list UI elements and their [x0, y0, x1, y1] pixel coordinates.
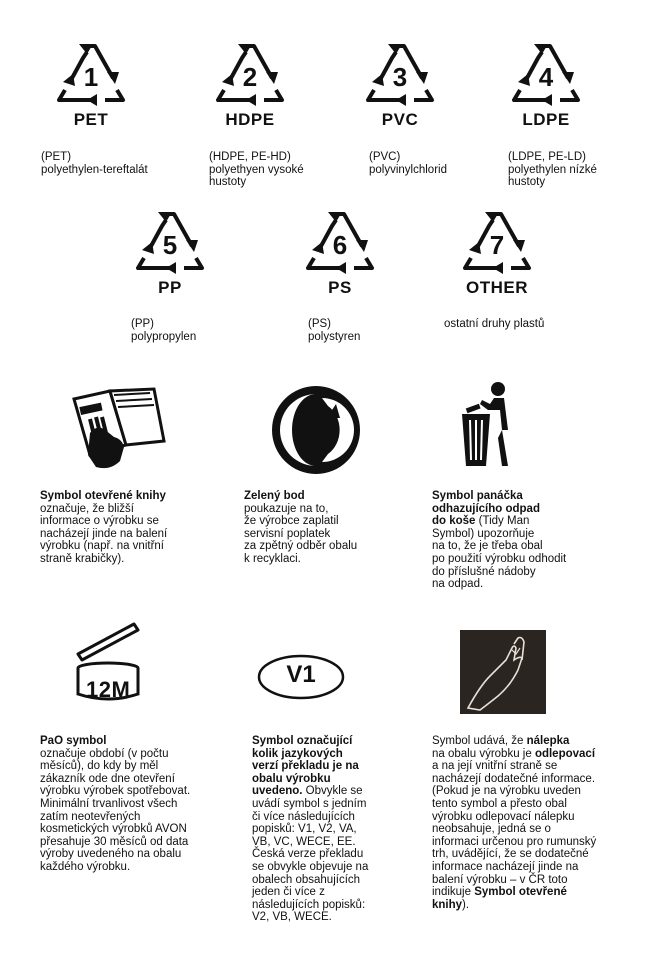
- recycle-code: PVC: [381, 110, 419, 129]
- v1-title: kolik jazykových: [252, 747, 343, 760]
- desc-line: či více následujících: [252, 810, 355, 823]
- tidy-man-icon: [458, 380, 522, 470]
- recycle-code: OTHER: [466, 278, 528, 297]
- desc-text: Obvykle se: [302, 785, 363, 798]
- open-book-title: Symbol otevřené knihy: [40, 490, 166, 502]
- tidy-man-title: odhazujícího odpad: [432, 502, 540, 515]
- recycling-symbol-4: [508, 40, 584, 132]
- desc-text: ).: [462, 898, 470, 911]
- recycle-caption-5: [131, 318, 196, 343]
- desc-text: na obalu výrobku je: [432, 747, 535, 760]
- desc-line: (Pokud je na výrobku uveden: [432, 785, 581, 798]
- recycling-symbol-5: [132, 208, 208, 300]
- v1-title: verzí překladu je na: [252, 760, 359, 773]
- caption-line: hustoty: [209, 176, 247, 188]
- desc-line: informace nacházejí jinde na: [432, 860, 579, 873]
- desc-line: každého výrobku.: [40, 860, 131, 873]
- pao-title: PaO symbol: [40, 735, 107, 747]
- caption-line: (PET): [41, 151, 72, 163]
- recycle-number: 3: [392, 62, 408, 92]
- sticker-keyword: knihy: [432, 898, 463, 911]
- desc-line: Česká verze překladu: [252, 848, 364, 861]
- recycling-symbol-7: [459, 208, 535, 300]
- desc-line: poukazuje na to,: [244, 502, 329, 515]
- recycle-number: 7: [489, 230, 505, 260]
- desc-line: výrobku (např. na vnitřní: [40, 540, 165, 553]
- desc-line: po použití výrobku odhodit: [432, 552, 567, 565]
- desc-line: za zpětný odběr obalu: [244, 540, 358, 553]
- v1-title: uvedeno.: [252, 785, 303, 798]
- recycling-symbol-6: [302, 208, 378, 300]
- green-dot-title: Zelený bod: [244, 490, 305, 502]
- desc-line: označuje období (v počtu: [40, 747, 169, 760]
- desc-line: že výrobce zaplatil: [244, 515, 339, 528]
- desc-line: tento symbol a přesto obal: [432, 797, 567, 810]
- desc-line: servisní poplatek: [244, 527, 331, 540]
- peel-off-sticker-description: [432, 735, 596, 911]
- caption-line: polyethylen nízké: [508, 163, 597, 176]
- recycling-symbol-1: [53, 40, 129, 132]
- sticker-keyword: Symbol otevřené: [474, 886, 567, 899]
- caption-line: (PP): [131, 318, 154, 330]
- recycle-number: 1: [83, 62, 99, 92]
- desc-line: zatím neotevřených: [40, 810, 141, 823]
- caption-line: (LDPE, PE-LD): [508, 151, 586, 163]
- sticker-keyword: odlepovací: [534, 747, 596, 760]
- tidy-man-description: [432, 490, 566, 591]
- recycling-symbol-2: [212, 40, 288, 132]
- pao-months-label: 12M: [86, 677, 131, 702]
- desc-line: a na její vnitřní straně se: [432, 760, 558, 773]
- desc-line: výroby uvedeného na obalu: [40, 848, 182, 861]
- v1-title: obalu výrobku: [252, 772, 331, 785]
- desc-line: do příslušné nádoby: [432, 565, 536, 578]
- desc-line: balení výrobku – v ČR toto: [432, 873, 568, 886]
- desc-line: označuje, že bližší: [40, 502, 134, 515]
- desc-line: neobsahuje, jedná se o: [432, 823, 551, 836]
- tidy-man-title: do koše: [432, 515, 476, 528]
- desc-line: měsíců), do kdy by měl: [40, 760, 159, 773]
- green-dot-icon: [270, 384, 362, 476]
- desc-line: nacházejí dodatečné informace.: [432, 772, 596, 785]
- caption-line: polystyren: [308, 330, 361, 343]
- desc-line: na odpad.: [432, 578, 484, 591]
- desc-line: na to, že je třeba obal: [432, 540, 543, 553]
- desc-text: indikuje: [432, 886, 475, 899]
- caption-line: polyethylen-tereftalát: [41, 163, 148, 176]
- desc-line: jeden či více z: [252, 886, 325, 899]
- desc-line: Minimální trvanlivost všech: [40, 797, 178, 810]
- recycle-number: 5: [162, 230, 178, 260]
- desc-line: k recyklaci.: [244, 552, 301, 565]
- sticker-keyword: nálepka: [526, 735, 570, 747]
- desc-line: VB, VC, WECE, EE.: [252, 835, 356, 848]
- recycle-number: 4: [538, 62, 554, 92]
- caption-line: (HDPE, PE-HD): [209, 151, 291, 163]
- desc-line: popisků: V1, V2, VA,: [252, 823, 357, 836]
- recycle-caption-1: [41, 151, 148, 176]
- recycling-symbol-3: [362, 40, 438, 132]
- caption-line: ostatní druhy plastů: [444, 318, 545, 330]
- desc-line: informaci určenou pro rumunský: [432, 835, 597, 848]
- v1-title: Symbol označující: [252, 735, 353, 747]
- language-version-label: V1: [286, 661, 316, 688]
- desc-line: Symbol) upozorňuje: [432, 527, 535, 540]
- caption-line: polypropylen: [131, 330, 197, 343]
- desc-line: straně krabičky).: [40, 552, 125, 565]
- recycle-caption-4: [508, 151, 597, 189]
- caption-line: polyvinylchlorid: [369, 163, 447, 176]
- recycle-code: PS: [328, 278, 352, 297]
- desc-line: výrobku výrobek spotřebovat.: [40, 785, 191, 798]
- caption-line: (PVC): [369, 151, 401, 163]
- desc-text: (Tidy Man: [475, 515, 530, 528]
- green-dot-description: [244, 490, 357, 566]
- peel-off-sticker-icon: [460, 630, 546, 714]
- tidy-man-title: Symbol panáčka: [432, 490, 523, 502]
- recycle-caption-3: [369, 151, 447, 176]
- caption-line: polyethyen vysoké: [209, 163, 304, 176]
- recycle-code: PP: [158, 278, 182, 297]
- desc-line: výrobku odlepovací nálepku: [432, 810, 575, 823]
- open-book-description: [40, 490, 167, 566]
- desc-line: V2, VB, WECE.: [252, 911, 332, 924]
- caption-line: (PS): [308, 318, 331, 330]
- recycle-caption-7: [444, 318, 544, 331]
- desc-line: se obvykle objevuje na: [252, 860, 369, 873]
- recycle-code: LDPE: [522, 110, 570, 129]
- desc-line: zákazník ode dne otevření: [40, 772, 175, 785]
- desc-line: uvádí symbol s jedním: [252, 797, 367, 810]
- pao-description: [40, 735, 190, 874]
- recycle-number: 6: [332, 230, 348, 260]
- recycle-caption-2: [209, 151, 304, 189]
- desc-line: obalech obsahujících: [252, 873, 361, 886]
- desc-text: Symbol udává, že: [432, 735, 527, 747]
- language-version-description: [252, 735, 368, 924]
- caption-line: hustoty: [508, 176, 546, 188]
- desc-line: nacházejí jinde na balení: [40, 527, 168, 540]
- desc-line: následujících popisků:: [252, 898, 366, 911]
- open-book-icon: [70, 385, 170, 475]
- desc-line: informace o výrobku se: [40, 515, 159, 528]
- recycle-code: HDPE: [225, 110, 275, 129]
- desc-line: přesahuje 30 měsíců od data: [40, 835, 189, 848]
- recycle-number: 2: [242, 62, 258, 92]
- recycle-caption-6: [308, 318, 360, 343]
- desc-line: trh, uvádějící, že se dodatečné: [432, 848, 589, 861]
- desc-line: kosmetických výrobků AVON: [40, 823, 187, 836]
- recycle-code: PET: [73, 110, 109, 129]
